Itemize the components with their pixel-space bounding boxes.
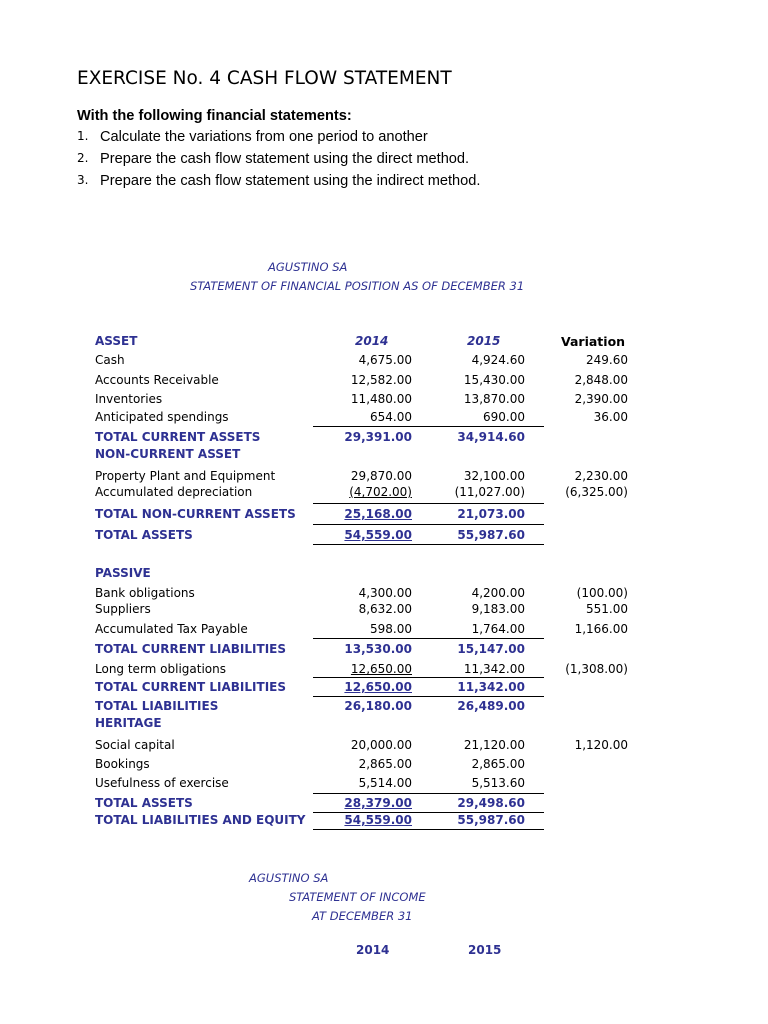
year-2014-header: 2014: [355, 334, 389, 348]
value-2014: 25,168.00: [344, 507, 412, 521]
instruction-2: [77, 151, 527, 171]
row-label: TOTAL LIABILITIES: [95, 699, 219, 713]
value-2015: 4,924.60: [471, 353, 525, 367]
year-2015-header: 2015: [467, 334, 501, 348]
divider-line: [313, 696, 544, 697]
row-label: Anticipated spendings: [95, 410, 229, 424]
row-label: Bank obligations: [95, 586, 195, 600]
instruction-text: Prepare the cash flow statement using the direct method.: [100, 151, 470, 167]
value-2014: 4,300.00: [358, 586, 412, 600]
value-2014: 54,559.00: [344, 813, 412, 827]
value-variation: 2,230.00: [574, 469, 628, 483]
value-variation: 1,166.00: [574, 622, 628, 636]
row-label: TOTAL LIABILITIES AND EQUITY: [95, 813, 306, 827]
value-variation: 2,390.00: [574, 392, 628, 406]
value-2014: 12,650.00: [344, 680, 412, 694]
row-label: Accumulated depreciation: [95, 485, 253, 499]
divider-line: [313, 503, 544, 504]
divider-line: [313, 793, 544, 794]
value-2014: 654.00: [370, 410, 412, 424]
divider-line: [313, 544, 544, 545]
asset-header: ASSET: [95, 334, 138, 348]
divider-line: [313, 524, 544, 525]
variation-header: Variation: [561, 334, 626, 349]
value-2015: 4,200.00: [471, 586, 525, 600]
row-label: Property Plant and Equipment: [95, 469, 276, 483]
instruction-number: 1.: [77, 129, 89, 143]
section-header: PASSIVE: [95, 566, 151, 580]
row-label: TOTAL ASSETS: [95, 528, 193, 542]
exercise-title: EXERCISE No. 4 CASH FLOW STATEMENT: [77, 68, 452, 89]
value-2015: 55,987.60: [457, 528, 525, 542]
row-label: Long term obligations: [95, 662, 227, 676]
value-2015: 11,342.00: [457, 680, 525, 694]
value-2014: 11,480.00: [350, 392, 412, 406]
instruction-number: 2.: [77, 151, 89, 165]
value-2014: 29,870.00: [350, 469, 412, 483]
value-2014: 20,000.00: [350, 738, 412, 752]
intro-text: With the following financial statements:: [77, 108, 352, 124]
value-variation: (100.00): [576, 586, 628, 600]
value-2014: 12,582.00: [350, 373, 412, 387]
value-2014: 54,559.00: [344, 528, 412, 542]
row-label: Accumulated Tax Payable: [95, 622, 248, 636]
value-2015: 32,100.00: [463, 469, 525, 483]
value-2015: 34,914.60: [457, 430, 525, 444]
row-label: TOTAL CURRENT LIABILITIES: [95, 642, 286, 656]
value-variation: (1,308.00): [565, 662, 628, 676]
row-label: Cash: [95, 353, 125, 367]
value-2015: 1,764.00: [471, 622, 525, 636]
row-label: TOTAL CURRENT ASSETS: [95, 430, 261, 444]
income-year-2015: 2015: [468, 943, 502, 957]
section-header: HERITAGE: [95, 716, 162, 730]
value-2015: 13,870.00: [463, 392, 525, 406]
value-2014: 2,865.00: [358, 757, 412, 771]
balance-sheet-title: STATEMENT OF FINANCIAL POSITION AS OF DECEMBER 31: [190, 279, 525, 293]
row-label: Bookings: [95, 757, 150, 771]
value-2014: 5,514.00: [358, 776, 412, 790]
value-variation: 1,120.00: [574, 738, 628, 752]
value-2015: 5,513.60: [471, 776, 525, 790]
value-2014: 4,675.00: [358, 353, 412, 367]
value-2015: 26,489.00: [457, 699, 525, 713]
income-statement-title: STATEMENT OF INCOME: [289, 890, 426, 904]
value-2014: 29,391.00: [344, 430, 412, 444]
row-label: TOTAL CURRENT LIABILITIES: [95, 680, 286, 694]
income-company-name: AGUSTINO SA: [249, 871, 329, 885]
row-label: TOTAL NON-CURRENT ASSETS: [95, 507, 296, 521]
value-2015: (11,027.00): [454, 485, 525, 499]
row-label: TOTAL ASSETS: [95, 796, 193, 810]
value-2015: 21,073.00: [457, 507, 525, 521]
instruction-3: [77, 173, 527, 193]
instruction-number: 3.: [77, 173, 89, 187]
divider-line: [313, 638, 544, 639]
value-variation: 551.00: [586, 602, 628, 616]
instruction-1: [77, 129, 527, 149]
divider-line: [313, 829, 544, 830]
value-variation: 36.00: [593, 410, 628, 424]
value-2015: 690.00: [483, 410, 525, 424]
row-label: Social capital: [95, 738, 175, 752]
divider-line: [313, 677, 544, 678]
value-2015: 29,498.60: [457, 796, 525, 810]
divider-line: [313, 426, 544, 427]
value-2015: 9,183.00: [471, 602, 525, 616]
value-2015: 15,147.00: [457, 642, 525, 656]
value-2014: 13,530.00: [344, 642, 412, 656]
value-2015: 21,120.00: [463, 738, 525, 752]
row-label: Usefulness of exercise: [95, 776, 229, 790]
value-2014: 28,379.00: [344, 796, 412, 810]
row-label: Inventories: [95, 392, 163, 406]
company-name: AGUSTINO SA: [268, 260, 348, 274]
instruction-text: Prepare the cash flow statement using the indirect method.: [100, 173, 481, 189]
row-label: Accounts Receivable: [95, 373, 219, 387]
value-2015: 15,430.00: [463, 373, 525, 387]
value-variation: (6,325.00): [565, 485, 628, 499]
value-2014: 598.00: [370, 622, 412, 636]
row-label: Suppliers: [95, 602, 151, 616]
value-2014: 12,650.00: [350, 662, 412, 676]
value-variation: 249.60: [586, 353, 628, 367]
value-2014: (4,702.00): [349, 485, 412, 499]
value-2014: 26,180.00: [344, 699, 412, 713]
section-header: NON-CURRENT ASSET: [95, 447, 241, 461]
value-2014: 8,632.00: [358, 602, 412, 616]
income-statement-subtitle: AT DECEMBER 31: [312, 909, 413, 923]
value-variation: 2,848.00: [574, 373, 628, 387]
value-2015: 55,987.60: [457, 813, 525, 827]
instruction-text: Calculate the variations from one period to another: [100, 129, 428, 145]
income-year-2014: 2014: [356, 943, 390, 957]
value-2015: 2,865.00: [471, 757, 525, 771]
value-2015: 11,342.00: [463, 662, 525, 676]
